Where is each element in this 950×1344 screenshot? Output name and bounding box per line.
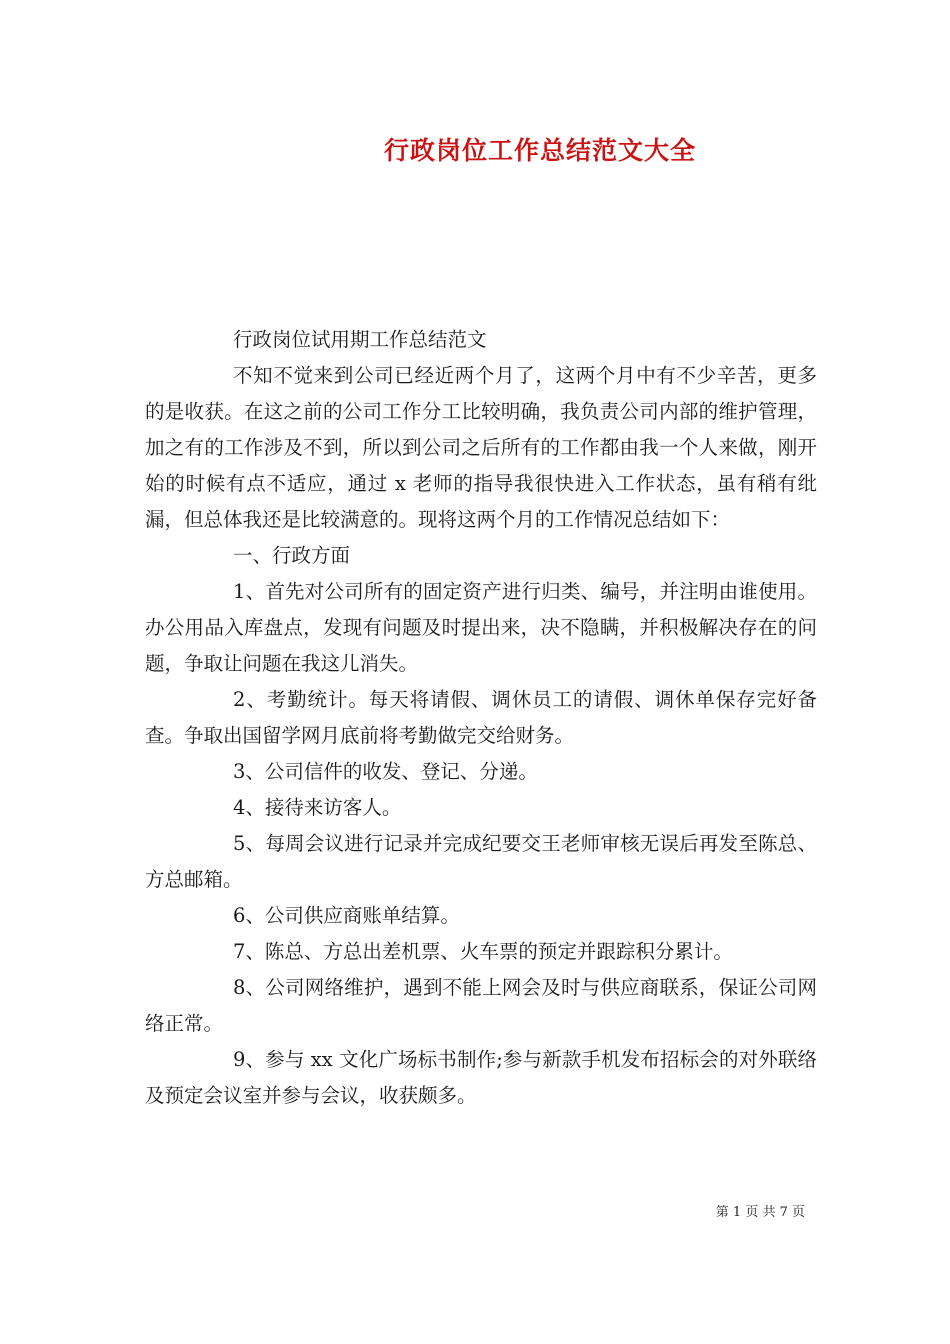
list-item: 6、公司供应商账单结算。: [233, 904, 460, 927]
list-item: 9、参与 xx 文化广场标书制作;参与新款手机发布招标会的对外联络及预定会议室并参与会议，收获颇多。: [145, 1048, 817, 1107]
list-item: 3、公司信件的收发、登记、分递。: [233, 760, 538, 783]
list-item: 4、接待来访客人。: [233, 796, 402, 819]
paragraph-intro: 不知不觉来到公司已经近两个月了，这两个月中有不少辛苦，更多的是收获。在这之前的公司工作分工比较明确，我负责公司内部的维护管理，加之有的工作涉及不到，所以到公司之后所有的工作都由我一个人来做，刚开始的时候有点不适应，通过 x 老师的指导我很快进入工作状态，虽有稍有纰漏，但总体我还是比较满意的。现将这两个月的工作情况总结如下：: [145, 364, 817, 531]
page-number-footer: 第 1 页 共 7 页: [715, 1205, 805, 1220]
list-item: 2、考勤统计。每天将请假、调休员工的请假、调休单保存完好备查。争取出国留学网月底前将考勤做完交给财务。: [145, 688, 817, 747]
document-subtitle: 行政岗位试用期工作总结范文: [233, 328, 487, 351]
list-item: 7、陈总、方总出差机票、火车票的预定并跟踪积分累计。: [233, 940, 733, 963]
list-item: 5、每周会议进行记录并完成纪要交王老师审核无误后再发至陈总、方总邮箱。: [145, 832, 817, 891]
list-item: 1、首先对公司所有的固定资产进行归类、编号，并注明由谁使用。办公用品入库盘点，发现有问题及时提出来，决不隐瞒，并积极解决存在的问题，争取让问题在我这儿消失。: [145, 580, 817, 675]
document-body: [145, 322, 817, 1114]
section-heading-admin: 一、行政方面: [233, 544, 351, 567]
document-title: 行政岗位工作总结范文大全: [383, 136, 696, 165]
list-item: 8、公司网络维护，遇到不能上网会及时与供应商联系，保证公司网络正常。: [145, 976, 817, 1035]
